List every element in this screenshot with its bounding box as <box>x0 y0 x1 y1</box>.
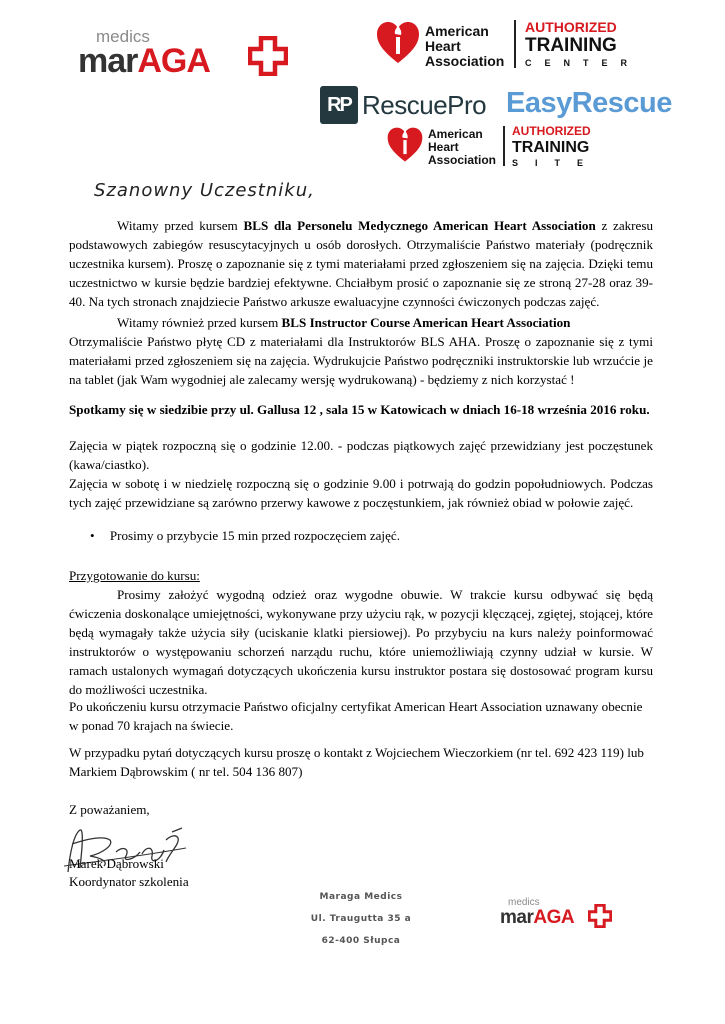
rescuepro-wordmark: RescuePro <box>362 90 487 120</box>
salutation: Szanowny Uczestniku, <box>94 180 315 201</box>
maraga-logo-wordmark: marAGA <box>500 907 575 928</box>
footer-company: Maraga Medics <box>319 892 403 902</box>
aha-training-site-logo <box>386 124 606 168</box>
footer-address <box>296 886 426 952</box>
maraga-logo-wordmark: marAGA <box>78 42 210 80</box>
paragraph-bls-instructor: Witamy również przed kursem BLS Instructor Course American Heart Association Otrzymaliście Państwo płytę CD z materiałami dla Instruktorów BLS AHA. Proszę o zapoznanie się z tymi materiałami przed zgłoszeniem się na zajęcia. Wydrukujcie Państwo podręczniki instruktorskie lub wrzućcie je na tablet (jak Wam wygodniej ale zalecamy wersję wydrukowaną) - będziemy z nich korzystać ! <box>69 315 653 387</box>
aha-name-line3: Association <box>428 153 497 167</box>
closing: Z poważaniem, <box>69 802 150 817</box>
contact-info: W przypadku pytań dotyczących kursu proszę o kontakt z Wojciechem Wieczorkiem (nr tel. 692 423 119) lub Markiem Dąbrowskim ( nr tel. 504 136 807) <box>69 745 644 779</box>
divider <box>514 20 516 68</box>
paragraph-bls-provider: Witamy przed kursem BLS dla Personelu Medycznego American Heart Association z zakresu podstawowych zabiegów resuscytacyjnych u osób dorosłych. Otrzymaliście Państwo materiały (podręcznik uczestnika kursem). Proszę o zapoznanie się z tymi materiałami przed zgłoszeniem się na zajęcia. Dzięki temu uczestnictwo w kursie będzie bardziej efektywne. Chciałbym prosić o zapoznanie się ze stroną 27-28 oraz 39-40. Na tych stronach znajdziecie Państwo arkusze ewaluacyjne czynności ćwiczonych podczas zajęć. <box>69 218 653 309</box>
authorized-label: AUTHORIZED <box>525 19 617 35</box>
bullet-icon: • <box>90 528 95 543</box>
arrival-bullet: • Prosimy o przybycie 15 min przed rozpoczęciem zajęć. <box>90 528 400 543</box>
footer-maraga-logo <box>500 898 616 932</box>
certificate-info: Po ukończeniu kursu otrzymacie Państwo oficjalny certyfikat American Heart Association uznawany obecnie w ponad 70 krajach na świecie. <box>69 699 643 733</box>
site-label: SITE <box>512 158 601 168</box>
maraga-logo-medics: medics <box>508 897 540 908</box>
rescuepro-logo <box>320 86 487 126</box>
rescuepro-badge: RP <box>320 86 358 124</box>
signer-role: Koordynator szkolenia <box>69 874 189 889</box>
easyrescue-logo: EasyRescue <box>506 87 672 119</box>
maraga-logo-medics: medics <box>96 27 150 46</box>
authorized-label: AUTHORIZED <box>512 124 591 138</box>
schedule-friday: Zajęcia w piątek rozpoczną się o godzinie 12.00. - podczas piątkowych zajęć przewidziany jest poczęstunek (kawa/ciastko). <box>69 438 653 472</box>
meeting-location: Spotkamy się w siedzibie przy ul. Gallusa 12 , sala 15 w Katowicach w dniach 16-18 września 2016 roku. <box>69 402 650 417</box>
training-label: TRAINING <box>512 139 590 156</box>
aha-heart-torch-icon <box>386 126 424 164</box>
signer-name: Marek Dąbrowski <box>69 856 164 871</box>
aha-name-line1: American <box>425 23 489 39</box>
medical-cross-icon <box>588 904 612 928</box>
schedule-weekend: Zajęcia w sobotę i w niedzielę rozpoczną się o godzinie 9.00 i potrwają do godzin popołudniowych. Podczas tych zajęć przewidziane są zarówno przerwy kawowe z poczęstunkiem, jak również obiad w połowie zajęć. <box>69 476 653 510</box>
aha-name-line1: American <box>428 127 483 141</box>
aha-name-line2: Heart <box>425 38 461 54</box>
center-label: CENTER <box>525 58 641 68</box>
maraga-logo <box>78 26 306 80</box>
training-label: TRAINING <box>525 35 617 56</box>
aha-training-center-logo <box>375 18 641 74</box>
divider <box>503 126 505 166</box>
aha-heart-torch-icon <box>375 20 421 66</box>
aha-name-line3: Association <box>425 53 505 69</box>
medical-cross-icon <box>248 36 288 76</box>
footer-street: Ul. Traugutta 35 a <box>310 914 412 924</box>
footer-city: 62-400 Słupca <box>321 936 401 946</box>
aha-name-line2: Heart <box>428 140 459 154</box>
prep-text: Prosimy założyć wygodną odzież oraz wygodne obuwie. W trakcie kursu odbywać się będą ćwiczenia doskonalące umiejętności, wykonywane przy użyciu rąk, w pozycji klęczącej, zgiętej, stojącej, które będą wymagały także użycia siły (uciskanie klatki piersiowej). Po przybyciu na kurs należy poinformować instruktorów o występowaniu schorzeń narządu ruchu, które uniemożliwiają czynny udział w kursie. W ramach ustalonych wymagań dotyczących ukończenia kursu instruktor postara się dostosować program kursu do możliwości uczestnika. <box>69 587 653 697</box>
prep-heading: Przygotowanie do kursu: <box>69 568 200 583</box>
